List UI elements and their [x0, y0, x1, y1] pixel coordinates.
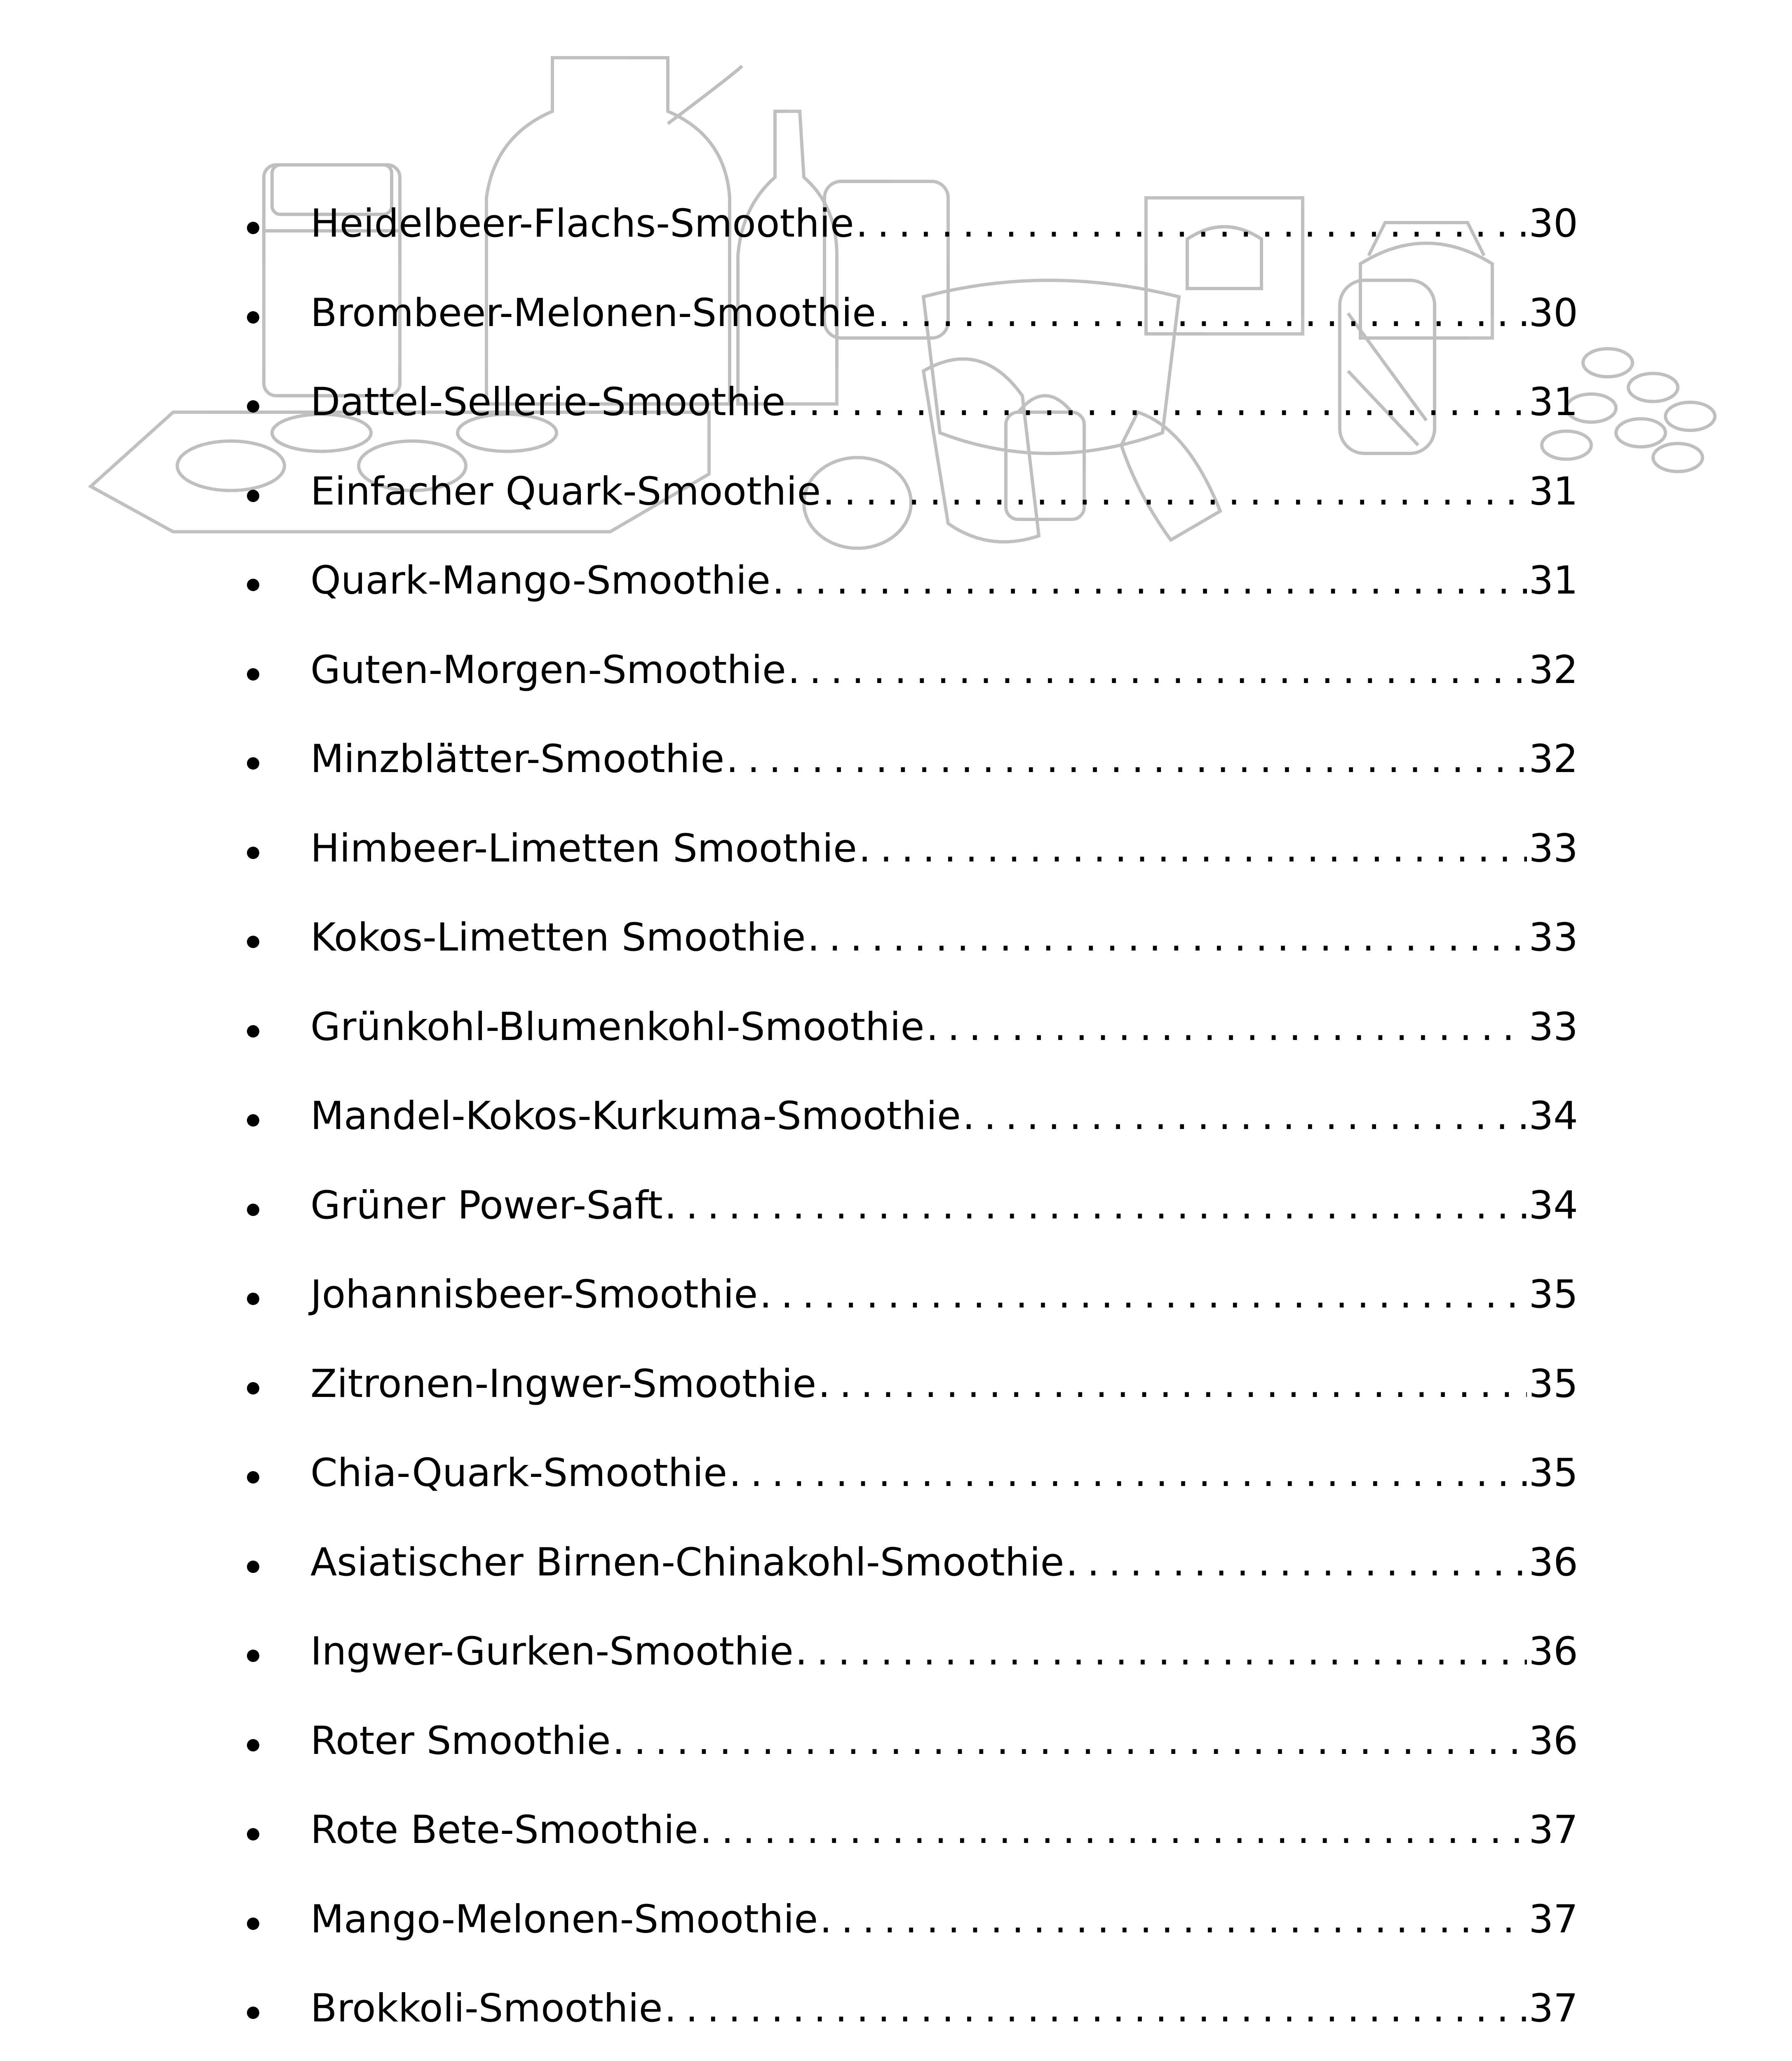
page-number: 37	[1529, 1986, 1578, 2031]
toc-entry[interactable]	[241, 626, 1578, 715]
bullet-icon	[247, 2007, 259, 2019]
dot-leader	[665, 1186, 1527, 1225]
page-number: 36	[1529, 1718, 1578, 1763]
dot-leader	[963, 1097, 1527, 1136]
bullet-icon	[247, 1918, 259, 1930]
toc-entry[interactable]	[241, 447, 1578, 537]
dot-leader	[772, 561, 1527, 600]
toc-entry[interactable]	[241, 1429, 1578, 1518]
entry-title: Minzblätter-Smoothie	[310, 737, 725, 782]
page-number: 32	[1529, 647, 1578, 692]
toc-entry[interactable]	[241, 1161, 1578, 1251]
page-number: 33	[1529, 1004, 1578, 1049]
entry-title: Brokkoli-Smoothie	[310, 1986, 663, 2031]
bullet-icon	[247, 1382, 259, 1394]
bullet-icon	[247, 936, 259, 948]
toc-entry[interactable]	[241, 179, 1578, 269]
page-number: 33	[1529, 915, 1578, 960]
entry-title: Grüner Power-Saft	[310, 1183, 663, 1228]
toc-entry[interactable]	[241, 1340, 1578, 1429]
toc-entry[interactable]	[241, 1964, 1578, 2054]
bullet-icon	[247, 1114, 259, 1127]
bullet-icon	[247, 1561, 259, 1573]
dot-leader	[664, 1989, 1527, 2028]
dot-leader	[820, 1900, 1527, 1939]
dot-leader	[859, 829, 1527, 868]
entry-title: Rote Bete-Smoothie	[310, 1807, 698, 1853]
dot-leader	[726, 740, 1527, 779]
page-number: 33	[1529, 826, 1578, 871]
toc-entry[interactable]	[241, 269, 1578, 358]
entry-title: Roter Smoothie	[310, 1718, 611, 1763]
page-number: 36	[1529, 1540, 1578, 1585]
dot-leader	[878, 294, 1527, 333]
toc-entry[interactable]	[241, 983, 1578, 1072]
entry-title: Heidelbeer-Flachs-Smoothie	[310, 201, 854, 246]
bullet-icon	[247, 490, 259, 502]
dot-leader	[612, 1722, 1527, 1761]
entry-title: Grünkohl-Blumenkohl-Smoothie	[310, 1004, 925, 1049]
page-number: 30	[1529, 201, 1578, 246]
bullet-icon	[247, 311, 259, 324]
dot-leader	[926, 1008, 1527, 1047]
bullet-icon	[247, 579, 259, 591]
toc-entry[interactable]	[241, 1250, 1578, 1340]
entry-title: Kokos-Limetten Smoothie	[310, 915, 806, 960]
entry-title: Brombeer-Melonen-Smoothie	[310, 290, 876, 336]
bullet-icon	[247, 1739, 259, 1751]
dot-leader	[822, 472, 1527, 511]
toc-entry[interactable]	[241, 1072, 1578, 1161]
toc-entry[interactable]	[241, 1518, 1578, 1608]
bullet-icon	[247, 757, 259, 770]
toc-entry[interactable]	[241, 715, 1578, 804]
dot-leader	[856, 204, 1527, 243]
entry-title: Mango-Melonen-Smoothie	[310, 1897, 818, 1942]
entry-title: Zitronen-Ingwer-Smoothie	[310, 1361, 817, 1406]
page-number: 35	[1529, 1361, 1578, 1406]
page-number: 35	[1529, 1272, 1578, 1317]
toc-entry[interactable]	[241, 1697, 1578, 1786]
toc-entry[interactable]	[241, 2054, 1578, 2061]
dot-leader	[795, 1632, 1527, 1671]
dot-leader	[788, 651, 1527, 690]
toc-entry[interactable]	[241, 893, 1578, 983]
entry-title: Himbeer-Limetten Smoothie	[310, 826, 857, 871]
table-of-contents	[241, 179, 1578, 2061]
entry-title: Einfacher Quark-Smoothie	[310, 469, 821, 514]
page-number: 36	[1529, 1629, 1578, 1674]
entry-title: Ingwer-Gurken-Smoothie	[310, 1629, 794, 1674]
dot-leader	[787, 383, 1527, 422]
toc-entry[interactable]	[241, 358, 1578, 447]
entry-title: Chia-Quark-Smoothie	[310, 1451, 728, 1496]
page-number: 31	[1529, 380, 1578, 425]
bullet-icon	[247, 1828, 259, 1840]
bullet-icon	[247, 1204, 259, 1216]
dot-leader	[759, 1275, 1527, 1314]
bullet-icon	[247, 668, 259, 681]
toc-entry[interactable]	[241, 804, 1578, 894]
toc-entry[interactable]	[241, 1875, 1578, 1965]
bullet-icon	[247, 400, 259, 413]
dot-leader	[807, 918, 1527, 957]
page-number: 30	[1529, 290, 1578, 336]
entry-title: Johannisbeer-Smoothie	[310, 1272, 758, 1317]
page-number: 34	[1529, 1094, 1578, 1139]
page-number: 35	[1529, 1451, 1578, 1496]
bullet-icon	[247, 1471, 259, 1484]
entry-title: Quark-Mango-Smoothie	[310, 558, 770, 603]
bullet-icon	[247, 847, 259, 859]
toc-entry[interactable]	[241, 1607, 1578, 1697]
page-number: 34	[1529, 1183, 1578, 1228]
page-number: 31	[1529, 558, 1578, 603]
dot-leader	[818, 1365, 1527, 1404]
bullet-icon	[247, 1025, 259, 1038]
toc-entry[interactable]	[241, 536, 1578, 626]
dot-leader	[700, 1811, 1527, 1850]
page-number: 37	[1529, 1807, 1578, 1853]
bullet-icon	[247, 1650, 259, 1662]
bullet-icon	[247, 222, 259, 234]
entry-title: Asiatischer Birnen-Chinakohl-Smoothie	[310, 1540, 1064, 1585]
dot-leader	[1066, 1543, 1527, 1582]
entry-title: Guten-Morgen-Smoothie	[310, 647, 786, 692]
entry-title: Mandel-Kokos-Kurkuma-Smoothie	[310, 1094, 961, 1139]
toc-entry[interactable]	[241, 1786, 1578, 1875]
page-number: 31	[1529, 469, 1578, 514]
page-number: 32	[1529, 737, 1578, 782]
dot-leader	[729, 1454, 1527, 1493]
entry-title: Dattel-Sellerie-Smoothie	[310, 380, 786, 425]
bullet-icon	[247, 1293, 259, 1305]
page-number: 37	[1529, 1897, 1578, 1942]
